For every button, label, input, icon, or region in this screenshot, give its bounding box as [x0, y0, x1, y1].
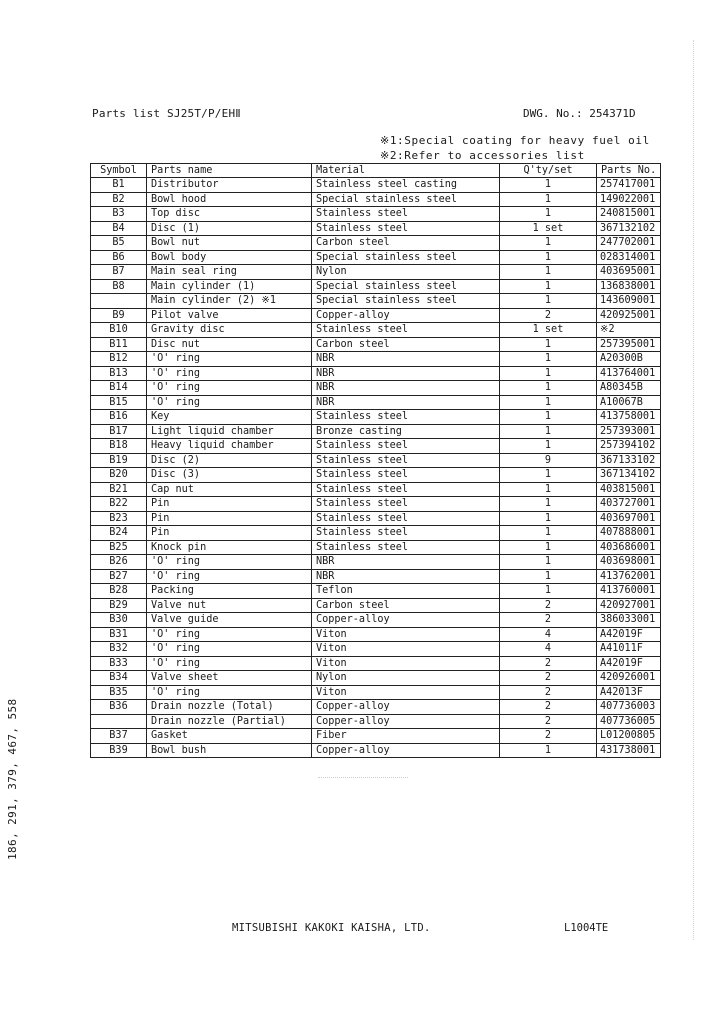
cell-material: NBR	[312, 381, 500, 396]
cell-symbol: B13	[91, 366, 147, 381]
cell-quantity: 4	[500, 627, 597, 642]
cell-material: Stainless steel	[312, 323, 500, 338]
cell-quantity: 1	[500, 366, 597, 381]
cell-parts-no: ※2	[597, 323, 661, 338]
cell-symbol: B26	[91, 555, 147, 570]
table-row	[91, 236, 661, 251]
cell-parts-name: Disc (3)	[147, 468, 312, 483]
cell-symbol: B14	[91, 381, 147, 396]
cell-symbol: B19	[91, 453, 147, 468]
cell-material: Stainless steel	[312, 482, 500, 497]
table-row	[91, 743, 661, 758]
cell-material: Special stainless steel	[312, 250, 500, 265]
cell-symbol: B24	[91, 526, 147, 541]
cell-material: NBR	[312, 366, 500, 381]
table-row	[91, 453, 661, 468]
cell-symbol: B28	[91, 584, 147, 599]
cell-parts-no: A20300B	[597, 352, 661, 367]
table-row	[91, 671, 661, 686]
cell-quantity: 1	[500, 584, 597, 599]
document-code: L1004TE	[564, 922, 609, 934]
cell-parts-name: Drain nozzle (Total)	[147, 700, 312, 715]
cell-symbol: B36	[91, 700, 147, 715]
cell-symbol: B20	[91, 468, 147, 483]
scan-mark	[318, 777, 408, 778]
cell-parts-no: 367134102	[597, 468, 661, 483]
cell-symbol: B31	[91, 627, 147, 642]
cell-quantity: 1	[500, 743, 597, 758]
cell-symbol: B18	[91, 439, 147, 454]
cell-parts-name: 'O' ring	[147, 352, 312, 367]
table-row	[91, 323, 661, 338]
cell-quantity: 2	[500, 671, 597, 686]
cell-symbol: B6	[91, 250, 147, 265]
table-row	[91, 613, 661, 628]
cell-parts-no: A42019F	[597, 627, 661, 642]
cell-material: Viton	[312, 656, 500, 671]
cell-parts-name: Gravity disc	[147, 323, 312, 338]
cell-parts-no: 367132102	[597, 221, 661, 236]
cell-material: Special stainless steel	[312, 294, 500, 309]
cell-symbol: B8	[91, 279, 147, 294]
cell-parts-name: 'O' ring	[147, 642, 312, 657]
table-row	[91, 482, 661, 497]
cell-parts-no: 247702001	[597, 236, 661, 251]
cell-quantity: 1	[500, 410, 597, 425]
cell-quantity: 1 set	[500, 221, 597, 236]
cell-material: Copper-alloy	[312, 714, 500, 729]
cell-parts-no: 403698001	[597, 555, 661, 570]
column-header-parts-name: Parts name	[147, 164, 312, 178]
cell-parts-no: 403695001	[597, 265, 661, 280]
table-row	[91, 729, 661, 744]
table-row	[91, 627, 661, 642]
table-row	[91, 569, 661, 584]
parts-table-body	[91, 178, 661, 758]
cell-quantity: 1	[500, 337, 597, 352]
cell-parts-name: 'O' ring	[147, 627, 312, 642]
cell-material: Teflon	[312, 584, 500, 599]
cell-parts-no: 143609001	[597, 294, 661, 309]
table-row	[91, 598, 661, 613]
cell-parts-name: Packing	[147, 584, 312, 599]
cell-parts-name: Valve sheet	[147, 671, 312, 686]
cell-quantity: 1	[500, 497, 597, 512]
cell-parts-name: 'O' ring	[147, 381, 312, 396]
cell-symbol: B21	[91, 482, 147, 497]
cell-material: Nylon	[312, 265, 500, 280]
table-row	[91, 642, 661, 657]
cell-parts-name: Drain nozzle (Partial)	[147, 714, 312, 729]
cell-symbol: B1	[91, 178, 147, 193]
column-header-quantity: Q'ty/set	[500, 164, 597, 178]
cell-material: NBR	[312, 569, 500, 584]
cell-quantity: 1	[500, 381, 597, 396]
cell-symbol: B23	[91, 511, 147, 526]
cell-parts-no: 149022001	[597, 192, 661, 207]
cell-material: NBR	[312, 395, 500, 410]
cell-parts-no: A10067B	[597, 395, 661, 410]
cell-symbol	[91, 714, 147, 729]
cell-quantity: 1	[500, 395, 597, 410]
cell-quantity: 1	[500, 178, 597, 193]
cell-parts-no: 413758001	[597, 410, 661, 425]
table-row	[91, 337, 661, 352]
cell-parts-name: Cap nut	[147, 482, 312, 497]
cell-symbol: B27	[91, 569, 147, 584]
cell-quantity: 2	[500, 714, 597, 729]
cell-parts-name: Disc (1)	[147, 221, 312, 236]
cell-parts-no: 420925001	[597, 308, 661, 323]
cell-parts-no: 403727001	[597, 497, 661, 512]
table-row	[91, 439, 661, 454]
table-row	[91, 207, 661, 222]
table-row	[91, 221, 661, 236]
table-row	[91, 279, 661, 294]
cell-material: NBR	[312, 555, 500, 570]
cell-parts-no: 407736003	[597, 700, 661, 715]
cell-quantity: 1	[500, 439, 597, 454]
cell-parts-no: L01200805	[597, 729, 661, 744]
cell-parts-no: 403815001	[597, 482, 661, 497]
cell-material: Stainless steel	[312, 468, 500, 483]
cell-parts-name: Bowl nut	[147, 236, 312, 251]
cell-parts-name: Light liquid chamber	[147, 424, 312, 439]
cell-quantity: 1	[500, 294, 597, 309]
cell-symbol: B7	[91, 265, 147, 280]
cell-material: Carbon steel	[312, 236, 500, 251]
cell-parts-name: Key	[147, 410, 312, 425]
cell-parts-no: 240815001	[597, 207, 661, 222]
table-row	[91, 352, 661, 367]
cell-material: Special stainless steel	[312, 279, 500, 294]
column-header-material: Material	[312, 164, 500, 178]
cell-symbol: B22	[91, 497, 147, 512]
cell-quantity: 1	[500, 250, 597, 265]
cell-quantity: 1	[500, 511, 597, 526]
cell-parts-no: 028314001	[597, 250, 661, 265]
cell-quantity: 1	[500, 192, 597, 207]
table-row	[91, 308, 661, 323]
cell-symbol: B12	[91, 352, 147, 367]
table-row	[91, 656, 661, 671]
cell-material: NBR	[312, 352, 500, 367]
side-page-numbers: 186, 291, 379, 467, 558	[6, 698, 19, 860]
cell-parts-name: Gasket	[147, 729, 312, 744]
cell-quantity: 2	[500, 685, 597, 700]
cell-quantity: 4	[500, 642, 597, 657]
cell-parts-no: 413764001	[597, 366, 661, 381]
cell-quantity: 2	[500, 700, 597, 715]
cell-material: Stainless steel	[312, 221, 500, 236]
cell-symbol: B17	[91, 424, 147, 439]
cell-parts-no: A42013F	[597, 685, 661, 700]
cell-material: Viton	[312, 685, 500, 700]
cell-parts-no: 257394102	[597, 439, 661, 454]
cell-symbol: B29	[91, 598, 147, 613]
cell-symbol: B4	[91, 221, 147, 236]
cell-material: Special stainless steel	[312, 192, 500, 207]
cell-material: Stainless steel	[312, 453, 500, 468]
table-row	[91, 178, 661, 193]
cell-parts-name: Bowl hood	[147, 192, 312, 207]
table-header-row	[91, 164, 661, 178]
table-row	[91, 685, 661, 700]
table-row	[91, 424, 661, 439]
cell-quantity: 1	[500, 569, 597, 584]
column-header-symbol: Symbol	[91, 164, 147, 178]
cell-parts-no: A41011F	[597, 642, 661, 657]
cell-symbol: B25	[91, 540, 147, 555]
cell-symbol: B15	[91, 395, 147, 410]
cell-parts-name: Disc nut	[147, 337, 312, 352]
cell-quantity: 1	[500, 482, 597, 497]
cell-quantity: 1	[500, 352, 597, 367]
cell-parts-no: 367133102	[597, 453, 661, 468]
cell-material: Copper-alloy	[312, 700, 500, 715]
table-row	[91, 555, 661, 570]
cell-parts-name: 'O' ring	[147, 366, 312, 381]
cell-material: Carbon steel	[312, 337, 500, 352]
cell-parts-name: Main cylinder (1)	[147, 279, 312, 294]
cell-parts-name: 'O' ring	[147, 555, 312, 570]
cell-parts-name: 'O' ring	[147, 569, 312, 584]
table-row	[91, 584, 661, 599]
note-accessories: ※2:Refer to accessories list	[380, 149, 585, 162]
cell-material: Stainless steel	[312, 511, 500, 526]
table-row	[91, 395, 661, 410]
table-row	[91, 700, 661, 715]
cell-parts-name: 'O' ring	[147, 656, 312, 671]
table-row	[91, 540, 661, 555]
table-row	[91, 714, 661, 729]
cell-parts-no: 420926001	[597, 671, 661, 686]
cell-parts-name: Knock pin	[147, 540, 312, 555]
table-row	[91, 511, 661, 526]
cell-quantity: 9	[500, 453, 597, 468]
cell-parts-no: 413762001	[597, 569, 661, 584]
cell-parts-name: Main cylinder (2) ※1	[147, 294, 312, 309]
cell-material: Copper-alloy	[312, 308, 500, 323]
cell-symbol: B34	[91, 671, 147, 686]
cell-quantity: 1	[500, 555, 597, 570]
cell-symbol: B10	[91, 323, 147, 338]
cell-symbol: B30	[91, 613, 147, 628]
cell-parts-name: Valve nut	[147, 598, 312, 613]
cell-parts-name: Main seal ring	[147, 265, 312, 280]
cell-symbol: B2	[91, 192, 147, 207]
cell-parts-name: Pilot valve	[147, 308, 312, 323]
cell-quantity: 1	[500, 468, 597, 483]
cell-symbol: B9	[91, 308, 147, 323]
cell-parts-name: 'O' ring	[147, 395, 312, 410]
cell-symbol: B16	[91, 410, 147, 425]
cell-quantity: 1	[500, 424, 597, 439]
cell-parts-name: Distributor	[147, 178, 312, 193]
cell-symbol: B5	[91, 236, 147, 251]
cell-symbol: B3	[91, 207, 147, 222]
cell-parts-no: 403697001	[597, 511, 661, 526]
cell-symbol: B11	[91, 337, 147, 352]
table-row	[91, 294, 661, 309]
cell-parts-no: 403686001	[597, 540, 661, 555]
cell-parts-name: Pin	[147, 497, 312, 512]
cell-parts-no: 420927001	[597, 598, 661, 613]
cell-material: Copper-alloy	[312, 613, 500, 628]
column-header-parts-no: Parts No.	[597, 164, 661, 178]
table-row	[91, 192, 661, 207]
cell-parts-name: 'O' ring	[147, 685, 312, 700]
cell-symbol: B32	[91, 642, 147, 657]
cell-quantity: 1	[500, 207, 597, 222]
cell-material: Viton	[312, 627, 500, 642]
cell-material: Fiber	[312, 729, 500, 744]
cell-material: Stainless steel	[312, 497, 500, 512]
table-row	[91, 366, 661, 381]
cell-material: Nylon	[312, 671, 500, 686]
cell-parts-no: 136838001	[597, 279, 661, 294]
cell-parts-no: 407888001	[597, 526, 661, 541]
cell-symbol: B37	[91, 729, 147, 744]
cell-material: Carbon steel	[312, 598, 500, 613]
table-row	[91, 526, 661, 541]
cell-parts-no: 413760001	[597, 584, 661, 599]
cell-parts-name: Disc (2)	[147, 453, 312, 468]
cell-parts-no: A42019F	[597, 656, 661, 671]
table-row	[91, 250, 661, 265]
cell-parts-name: Valve guide	[147, 613, 312, 628]
cell-material: Stainless steel	[312, 439, 500, 454]
cell-quantity: 1	[500, 265, 597, 280]
scan-edge-line	[693, 40, 694, 940]
table-row	[91, 468, 661, 483]
cell-symbol: B35	[91, 685, 147, 700]
cell-parts-no: 257417001	[597, 178, 661, 193]
cell-material: Stainless steel	[312, 526, 500, 541]
company-name: MITSUBISHI KAKOKI KAISHA, LTD.	[232, 922, 431, 934]
cell-quantity: 2	[500, 729, 597, 744]
drawing-number: DWG. No.: 254371D	[523, 107, 636, 120]
cell-quantity: 1	[500, 236, 597, 251]
cell-quantity: 1	[500, 526, 597, 541]
cell-quantity: 1	[500, 540, 597, 555]
note-special-coating: ※1:Special coating for heavy fuel oil	[380, 134, 650, 147]
table-row	[91, 497, 661, 512]
cell-quantity: 2	[500, 598, 597, 613]
cell-quantity: 1 set	[500, 323, 597, 338]
cell-material: Stainless steel	[312, 207, 500, 222]
cell-parts-no: A80345B	[597, 381, 661, 396]
table-row	[91, 410, 661, 425]
cell-parts-name: Bowl bush	[147, 743, 312, 758]
cell-parts-name: Bowl body	[147, 250, 312, 265]
cell-quantity: 2	[500, 656, 597, 671]
cell-quantity: 1	[500, 279, 597, 294]
cell-parts-no: 431738001	[597, 743, 661, 758]
table-row	[91, 265, 661, 280]
cell-quantity: 2	[500, 308, 597, 323]
cell-parts-name: Pin	[147, 526, 312, 541]
cell-parts-name: Top disc	[147, 207, 312, 222]
cell-material: Copper-alloy	[312, 743, 500, 758]
cell-symbol: B39	[91, 743, 147, 758]
cell-parts-no: 257393001	[597, 424, 661, 439]
cell-parts-no: 386033001	[597, 613, 661, 628]
cell-parts-name: Heavy liquid chamber	[147, 439, 312, 454]
parts-table	[90, 163, 661, 758]
cell-parts-no: 257395001	[597, 337, 661, 352]
cell-material: Viton	[312, 642, 500, 657]
cell-symbol	[91, 294, 147, 309]
cell-material: Stainless steel	[312, 540, 500, 555]
cell-quantity: 2	[500, 613, 597, 628]
cell-parts-name: Pin	[147, 511, 312, 526]
cell-material: Stainless steel casting	[312, 178, 500, 193]
cell-parts-no: 407736005	[597, 714, 661, 729]
table-row	[91, 381, 661, 396]
cell-material: Stainless steel	[312, 410, 500, 425]
document-title: Parts list SJ25T/P/EHⅡ	[92, 107, 241, 120]
cell-material: Bronze casting	[312, 424, 500, 439]
cell-symbol: B33	[91, 656, 147, 671]
